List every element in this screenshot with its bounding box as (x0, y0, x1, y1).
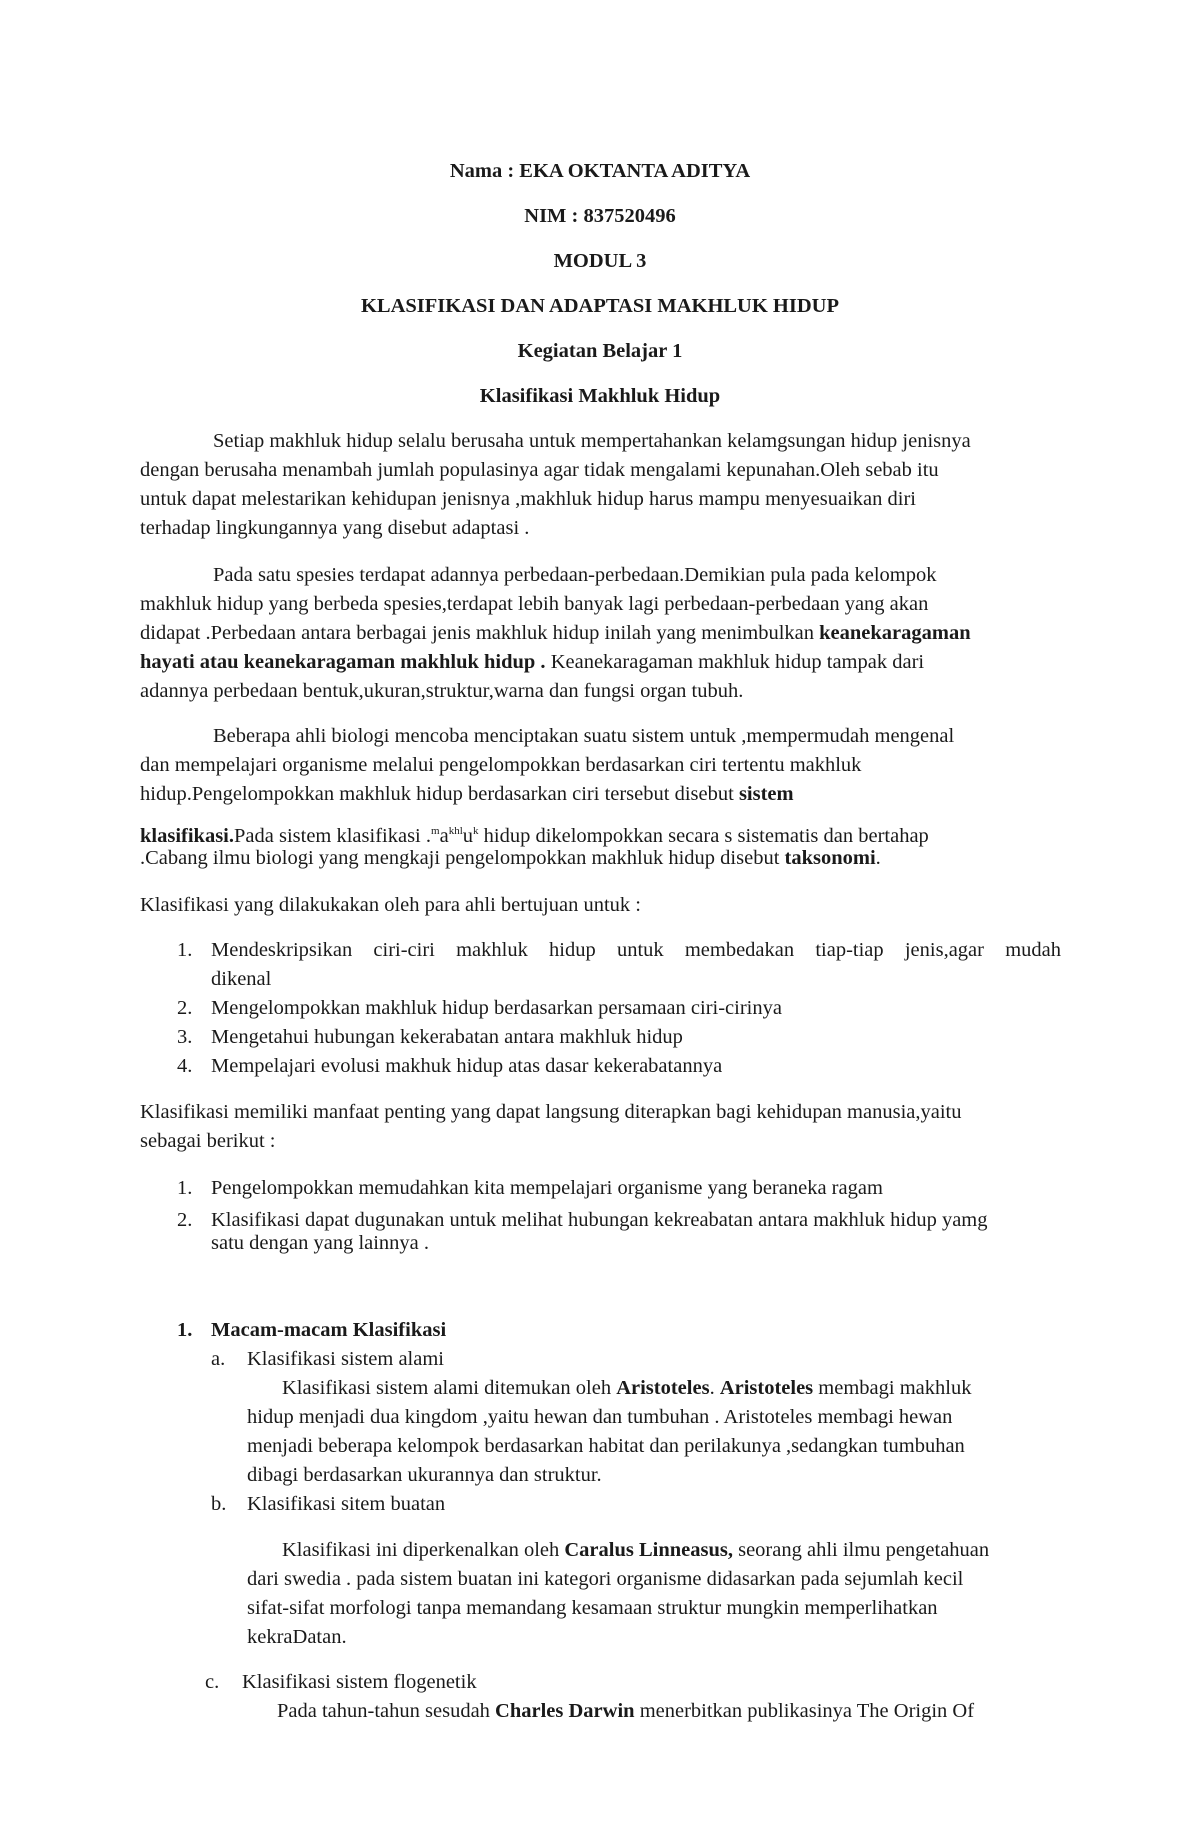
paragraph-2-line: hayati atau keanekaragaman makhluk hidup . Keanekaragaman makhluk hidup tampak dari (140, 651, 925, 673)
subsection-title: Klasifikasi sitem buatan (247, 1493, 446, 1515)
paragraph-2-line: makhluk hidup yang berbeda spesies,terdapat lebih banyak lagi perbedaan-perbedaan yang akan (140, 593, 929, 615)
paragraph-3-line: hidup.Pengelompokkan makhluk hidup berdasarkan ciri tersebut disebut sistem (140, 783, 794, 805)
list-number: 1. (177, 1177, 193, 1199)
subsection-label: c. (205, 1671, 220, 1693)
section-subtitle: Klasifikasi Makhluk Hidup (479, 385, 721, 407)
document-title: KLASIFIKASI DAN ADAPTASI MAKHLUK HIDUP (360, 295, 839, 317)
module-label: MODUL 3 (553, 250, 647, 272)
list-item: Mengetahui hubungan kekerabatan antara makhluk hidup (211, 1026, 683, 1048)
section-number: 1. (177, 1319, 193, 1341)
subsection-a-line: menjadi beberapa kelompok berdasarkan habitat dan perilakunya ,sedangkan tumbuhan (247, 1435, 965, 1457)
paragraph-2-line: adannya perbedaan bentuk,ukuran,struktur,warna dan fungsi organ tubuh. (140, 680, 744, 702)
term-klasifikasi: klasifikasi. (140, 825, 234, 847)
term-keanekaragaman: keanekaragaman (819, 622, 971, 644)
list-number: 1. (177, 939, 193, 961)
list-item: Pengelompokkan memudahkan kita mempelajari organisme yang beraneka ragam (211, 1177, 883, 1199)
paragraph-3-line: Beberapa ahli biologi mencoba menciptakan suatu sistem untuk ,mempermudah mengenal (213, 725, 955, 747)
section-heading: Macam-macam Klasifikasi (211, 1319, 447, 1341)
paragraph-3-line: dan mempelajari organisme melalui pengelompokkan berdasarkan ciri tertentu makhluk (140, 754, 862, 776)
list-item: Klasifikasi dapat dugunakan untuk melihat hubungan kekreabatan antara makhluk hidup yamg (211, 1209, 988, 1231)
subsection-label: b. (211, 1493, 227, 1515)
list-item: Mempelajari evolusi makhuk hidup atas dasar kekerabatannya (211, 1055, 723, 1077)
subsection-title: Klasifikasi sistem alami (247, 1348, 444, 1370)
activity-label: Kegiatan Belajar 1 (517, 340, 683, 362)
subsection-b-line: dari swedia . pada sistem buatan ini kategori organisme didasarkan pada sejumlah kecil (247, 1568, 964, 1590)
paragraph-2-line: Pada satu spesies terdapat adannya perbedaan-perbedaan.Demikian pula pada kelompok (213, 564, 937, 586)
term-taksonomi: taksonomi (784, 847, 876, 869)
list-item: Mendeskripsikan ciri-ciri makhluk hidup untuk membedakan tiap-tiap jenis,agar mudah (211, 939, 1061, 961)
paragraph-3-line: klasifikasi.Pada sistem klasifikasi $.^ma^{khl}u^k$ hidup dikelompokkan secara s sistematis dan bertahap (140, 825, 929, 847)
term-sistem: sistem (738, 783, 794, 805)
subsection-a-line: Klasifikasi sistem alami ditemukan oleh Aristoteles. Aristoteles membagi makhluk (282, 1377, 972, 1399)
paragraph-3-line: .Cabang ilmu biologi yang mengkaji pengelompokkan makhluk hidup disebut taksonomi. (140, 847, 881, 869)
paragraph-2-line: didapat .Perbedaan antara berbagai jenis makhluk hidup inilah yang menimbulkan keanekaragaman (140, 622, 971, 644)
paragraph-1-line: untuk dapat melestarikan kehidupan jenisnya ,makhluk hidup harus mampu menyesuaikan diri (140, 488, 916, 510)
subsection-a-line: hidup menjadi dua kingdom ,yaitu hewan dan tumbuhan . Aristoteles membagi hewan (247, 1406, 953, 1428)
subsection-label: a. (211, 1348, 226, 1370)
list-number: 3. (177, 1026, 193, 1048)
paragraph-1-line: terhadap lingkungannya yang disebut adaptasi . (140, 517, 530, 539)
purpose-intro: Klasifikasi yang dilakukakan oleh para ahli bertujuan untuk : (140, 894, 641, 916)
subsection-title: Klasifikasi sistem flogenetik (242, 1671, 477, 1693)
subsection-b-line: sifat-sifat morfologi tanpa memandang kesamaan struktur mungkin memperlihatkan (247, 1597, 938, 1619)
subsection-a-line: dibagi berdasarkan ukurannya dan struktur. (247, 1464, 602, 1486)
paragraph-1-line: Setiap makhluk hidup selalu berusaha untuk mempertahankan kelamgsungan hidup jenisnya (213, 430, 971, 452)
list-number: 2. (177, 1209, 193, 1231)
term-keanekaragaman-hayati: hayati atau keanekaragaman makhluk hidup . (140, 651, 546, 673)
student-nim: NIM : 837520496 (524, 205, 676, 227)
benefit-intro: Klasifikasi memiliki manfaat penting yang dapat langsung diterapkan bagi kehidupan manusia,yaitu (140, 1101, 962, 1123)
subsection-b-line: kekraDatan. (247, 1626, 347, 1648)
list-item: Mengelompokkan makhluk hidup berdasarkan persamaan ciri-cirinya (211, 997, 782, 1019)
subsection-b-line: Klasifikasi ini diperkenalkan oleh Caralus Linneasus, seorang ahli ilmu pengetahuan (282, 1539, 990, 1561)
list-item-continuation: dikenal (211, 968, 272, 990)
paragraph-1-line: dengan berusaha menambah jumlah populasinya agar tidak mengalami kepunahan.Oleh sebab itu (140, 459, 939, 481)
subsection-c-line: Pada tahun-tahun sesudah Charles Darwin menerbitkan publikasinya The Origin Of (277, 1700, 975, 1722)
student-name: Nama : EKA OKTANTA ADITYA (449, 160, 751, 182)
benefit-intro: sebagai berikut : (140, 1130, 276, 1152)
list-number: 2. (177, 997, 193, 1019)
list-number: 4. (177, 1055, 193, 1077)
list-item-continuation: satu dengan yang lainnya . (211, 1232, 430, 1254)
